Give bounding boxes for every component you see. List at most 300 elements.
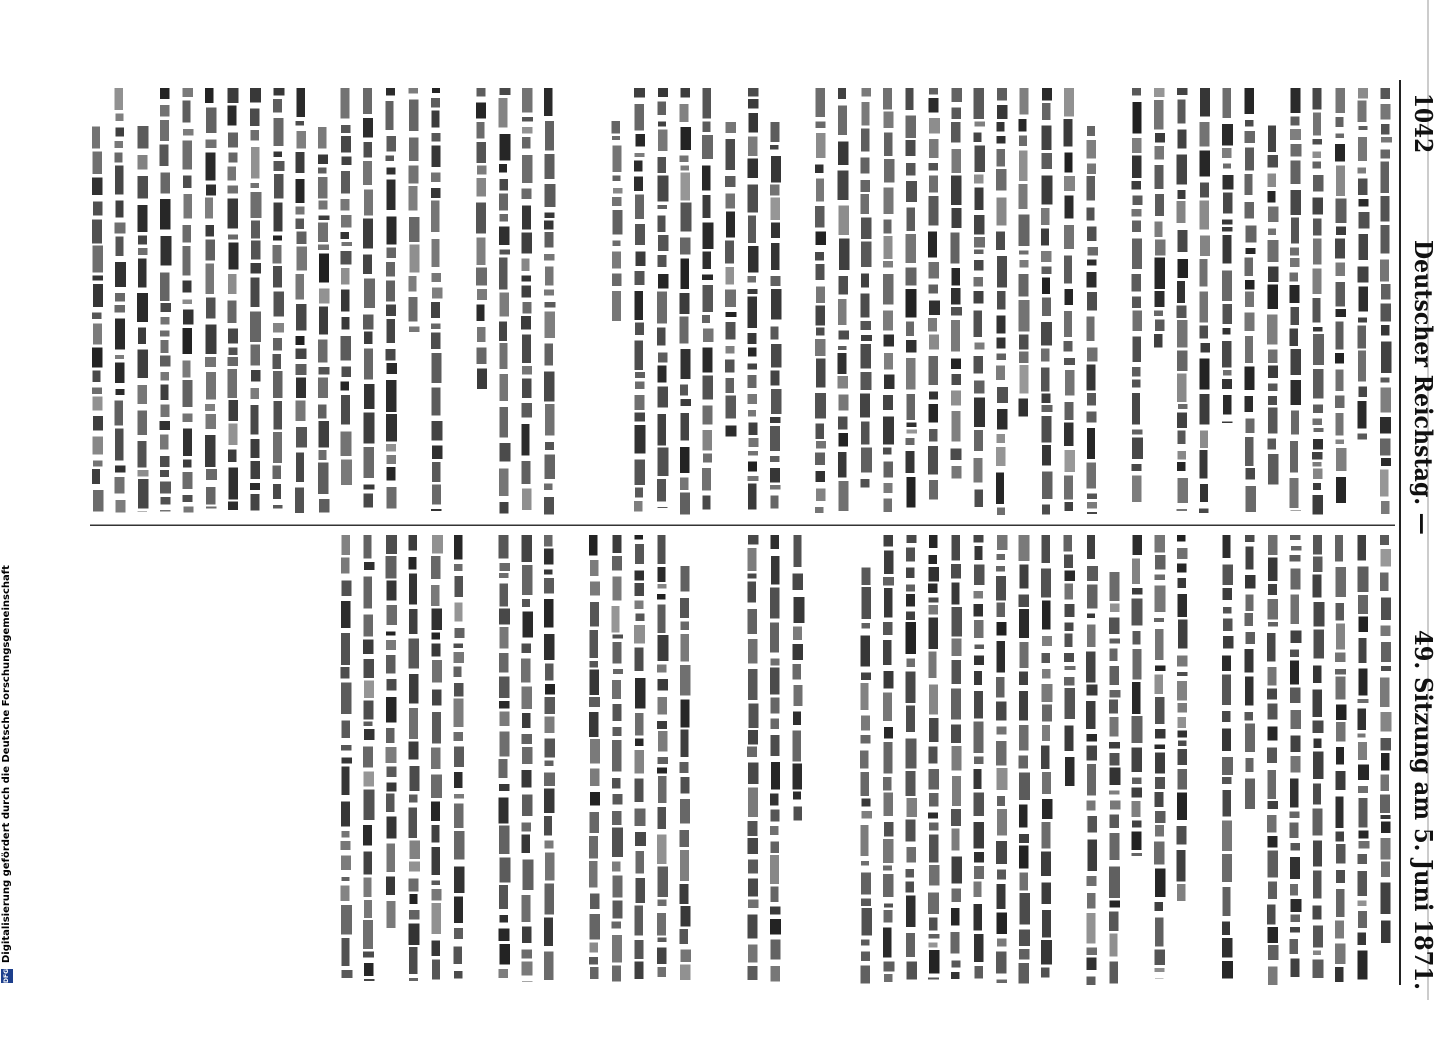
text-glyph-run bbox=[274, 203, 283, 232]
text-glyph-run bbox=[996, 472, 1004, 504]
text-glyph-run bbox=[228, 274, 236, 294]
text-glyph-run bbox=[1313, 739, 1321, 748]
text-glyph-run bbox=[273, 354, 281, 369]
text-glyph-run bbox=[1267, 836, 1277, 848]
text-glyph-run bbox=[1064, 88, 1074, 117]
text-glyph-run bbox=[929, 88, 938, 95]
text-glyph-run bbox=[974, 757, 983, 764]
text-glyph-run bbox=[770, 939, 780, 959]
text-glyph-run bbox=[906, 612, 915, 620]
text-glyph-run bbox=[1132, 209, 1142, 217]
text-glyph-run bbox=[861, 898, 871, 906]
text-glyph-run bbox=[1177, 681, 1187, 700]
text-glyph-run bbox=[115, 223, 126, 234]
text-glyph-run bbox=[1177, 451, 1186, 459]
paragraph bbox=[660, 540, 704, 940]
text-glyph-run bbox=[861, 448, 872, 473]
text-glyph-run bbox=[1042, 822, 1051, 849]
text-glyph-run bbox=[860, 772, 869, 796]
text-glyph-run bbox=[1178, 129, 1187, 148]
text-glyph-run bbox=[952, 889, 961, 902]
text-glyph-run bbox=[974, 237, 985, 248]
text-glyph-run bbox=[1042, 883, 1052, 904]
text-glyph-run bbox=[883, 865, 892, 870]
text-glyph-run bbox=[363, 142, 372, 158]
text-glyph-run bbox=[996, 554, 1005, 560]
text-glyph-run bbox=[138, 349, 148, 378]
text-glyph-run bbox=[906, 208, 915, 232]
text-glyph-run bbox=[883, 874, 894, 897]
text-glyph-run bbox=[340, 232, 349, 239]
text-glyph-run bbox=[1222, 148, 1232, 158]
text-glyph-run bbox=[160, 510, 171, 511]
text-glyph-run bbox=[1245, 291, 1254, 307]
text-glyph-run bbox=[206, 264, 214, 294]
text-glyph-run bbox=[1200, 343, 1210, 353]
text-glyph-run bbox=[1132, 476, 1141, 502]
text-glyph-run bbox=[1132, 716, 1143, 743]
text-glyph-run bbox=[1336, 747, 1344, 765]
text-glyph-run bbox=[1086, 411, 1096, 422]
text-glyph-run bbox=[974, 175, 984, 184]
text-glyph-run bbox=[115, 466, 126, 473]
text-glyph-run bbox=[974, 852, 984, 863]
text-glyph-run bbox=[1064, 358, 1075, 365]
text-glyph-run bbox=[860, 683, 868, 710]
text-glyph-run bbox=[115, 262, 126, 287]
text-glyph-run bbox=[319, 254, 329, 283]
text-glyph-run bbox=[884, 353, 893, 370]
text-glyph-run bbox=[906, 234, 916, 263]
text-glyph-run bbox=[815, 206, 824, 228]
text-glyph-run bbox=[906, 181, 917, 202]
text-glyph-run bbox=[1313, 162, 1321, 169]
text-glyph-run bbox=[1110, 901, 1120, 908]
text-glyph-run bbox=[1380, 104, 1390, 120]
text-glyph-run bbox=[883, 577, 894, 585]
text-glyph-run bbox=[1132, 801, 1141, 817]
text-glyph-run bbox=[883, 88, 892, 110]
text-glyph-run bbox=[770, 919, 781, 935]
text-glyph-run bbox=[1268, 667, 1277, 686]
text-glyph-run bbox=[1200, 359, 1210, 390]
text-glyph-run bbox=[1177, 884, 1186, 901]
text-glyph-run bbox=[206, 414, 216, 429]
text-glyph-run bbox=[1065, 289, 1074, 305]
text-glyph-run bbox=[793, 627, 802, 641]
text-glyph-run bbox=[1042, 601, 1051, 630]
text-glyph-run bbox=[1222, 220, 1233, 225]
text-glyph-run bbox=[1291, 144, 1302, 157]
text-glyph-run bbox=[1155, 165, 1164, 189]
text-glyph-run bbox=[928, 583, 937, 593]
text-glyph-run bbox=[1291, 899, 1302, 912]
text-glyph-run bbox=[792, 731, 801, 762]
text-glyph-run bbox=[1064, 341, 1073, 351]
text-glyph-run bbox=[883, 274, 893, 304]
text-glyph-run bbox=[1268, 155, 1279, 168]
text-glyph-run bbox=[1313, 239, 1322, 265]
text-glyph-run bbox=[1110, 603, 1120, 612]
text-glyph-run bbox=[116, 389, 125, 395]
text-glyph-run bbox=[363, 161, 372, 185]
text-glyph-run bbox=[1155, 629, 1164, 660]
text-glyph-run bbox=[861, 623, 870, 628]
text-glyph-run bbox=[1291, 380, 1301, 405]
text-glyph-run bbox=[1178, 594, 1187, 617]
text-glyph-run bbox=[1335, 797, 1343, 829]
text-glyph-run bbox=[364, 979, 374, 981]
text-glyph-run bbox=[929, 196, 939, 226]
text-glyph-run bbox=[1222, 656, 1231, 672]
text-glyph-run bbox=[138, 327, 146, 344]
text-glyph-run bbox=[319, 499, 330, 512]
text-glyph-run bbox=[1313, 404, 1323, 413]
text-glyph-run bbox=[1019, 834, 1029, 843]
text-glyph-run bbox=[952, 411, 961, 442]
text-glyph-run bbox=[1381, 549, 1391, 567]
text-glyph-run bbox=[929, 598, 939, 603]
text-glyph-run bbox=[1335, 944, 1345, 964]
text-glyph-run bbox=[1155, 320, 1164, 331]
text-glyph-run bbox=[1132, 379, 1141, 387]
text-glyph-run bbox=[1290, 958, 1299, 977]
text-glyph-run bbox=[1358, 101, 1367, 123]
text-glyph-run bbox=[273, 323, 284, 333]
text-glyph-run bbox=[114, 477, 124, 493]
text-glyph-run bbox=[1222, 711, 1231, 722]
text-glyph-run bbox=[341, 336, 351, 360]
text-glyph-run bbox=[1109, 742, 1120, 749]
text-glyph-run bbox=[1041, 940, 1052, 964]
text-glyph-run bbox=[884, 133, 893, 156]
text-glyph-run bbox=[1109, 666, 1119, 685]
text-glyph-run bbox=[1336, 870, 1345, 883]
text-glyph-run bbox=[341, 268, 349, 285]
text-glyph-run bbox=[928, 446, 938, 474]
text-glyph-run bbox=[974, 489, 982, 507]
text-glyph-run bbox=[906, 568, 915, 579]
text-glyph-run bbox=[1178, 431, 1186, 445]
text-glyph-run bbox=[792, 664, 801, 680]
text-glyph-run bbox=[815, 252, 824, 261]
text-glyph-run bbox=[251, 130, 259, 141]
text-glyph-run bbox=[1200, 394, 1210, 425]
text-glyph-run bbox=[1245, 547, 1253, 570]
text-glyph-run bbox=[1154, 258, 1165, 290]
text-glyph-run bbox=[1087, 876, 1097, 886]
text-glyph-run bbox=[1177, 462, 1186, 471]
text-glyph-run bbox=[1041, 852, 1051, 876]
text-glyph-run bbox=[860, 294, 869, 318]
text-glyph-run bbox=[1335, 133, 1344, 138]
text-glyph-run bbox=[1268, 967, 1277, 985]
text-glyph-run bbox=[1336, 262, 1346, 275]
text-glyph-run bbox=[364, 484, 375, 489]
text-glyph-run bbox=[1268, 396, 1277, 405]
text-glyph-run bbox=[1222, 729, 1231, 751]
text-glyph-run bbox=[815, 393, 826, 418]
text-glyph-run bbox=[137, 293, 148, 322]
text-glyph-run bbox=[1042, 684, 1053, 702]
text-glyph-run bbox=[1222, 854, 1232, 882]
text-glyph-run bbox=[1154, 291, 1164, 307]
text-glyph-run bbox=[183, 459, 192, 467]
text-glyph-run bbox=[1132, 156, 1142, 179]
text-glyph-run bbox=[973, 88, 984, 119]
text-glyph-run bbox=[928, 163, 938, 170]
text-glyph-run bbox=[952, 374, 961, 385]
text-glyph-run bbox=[1042, 725, 1050, 741]
text-glyph-run bbox=[1155, 917, 1163, 946]
text-glyph-run bbox=[770, 886, 778, 902]
text-glyph-run bbox=[771, 556, 780, 585]
text-glyph-run bbox=[1358, 179, 1368, 195]
text-glyph-run bbox=[951, 288, 961, 304]
text-glyph-run bbox=[929, 392, 938, 400]
text-glyph-run bbox=[1064, 725, 1073, 751]
text-glyph-run bbox=[951, 607, 962, 636]
text-glyph-run bbox=[997, 136, 1006, 143]
text-glyph-run bbox=[860, 194, 869, 214]
text-glyph-run bbox=[838, 331, 849, 340]
text-glyph-run bbox=[839, 481, 849, 511]
text-glyph-run bbox=[92, 312, 101, 319]
text-glyph-run bbox=[1313, 112, 1321, 135]
text-glyph-run bbox=[1132, 558, 1140, 584]
text-glyph-run bbox=[1268, 366, 1278, 378]
text-glyph-run bbox=[228, 501, 238, 510]
text-glyph-run bbox=[1245, 131, 1255, 143]
text-glyph-run bbox=[274, 174, 284, 198]
text-glyph-run bbox=[1313, 334, 1324, 365]
text-glyph-run bbox=[544, 88, 553, 116]
text-glyph-run bbox=[997, 726, 1007, 734]
text-glyph-run bbox=[1177, 564, 1186, 573]
text-glyph-run bbox=[1087, 839, 1097, 871]
text-glyph-run bbox=[1313, 139, 1323, 145]
text-glyph-run bbox=[1019, 119, 1027, 132]
text-glyph-run bbox=[1381, 325, 1389, 336]
text-glyph-run bbox=[951, 320, 960, 351]
text-glyph-run bbox=[997, 939, 1007, 947]
text-glyph-run bbox=[951, 307, 962, 315]
text-glyph-run bbox=[1086, 272, 1096, 288]
text-glyph-run bbox=[861, 218, 872, 239]
text-glyph-run bbox=[1019, 250, 1029, 254]
text-glyph-run bbox=[160, 88, 170, 99]
text-glyph-run bbox=[386, 88, 395, 96]
text-glyph-run bbox=[1313, 327, 1322, 332]
text-glyph-run bbox=[1245, 396, 1253, 412]
text-glyph-run bbox=[884, 220, 892, 234]
text-glyph-run bbox=[1222, 341, 1231, 367]
text-glyph-run bbox=[1064, 653, 1074, 662]
text-glyph-run bbox=[228, 329, 238, 344]
text-glyph-run bbox=[883, 311, 893, 331]
text-glyph-run bbox=[906, 847, 916, 862]
text-glyph-run bbox=[884, 483, 893, 493]
text-glyph-run bbox=[1178, 478, 1188, 503]
text-glyph-run bbox=[1380, 439, 1390, 456]
text-glyph-run bbox=[1042, 799, 1053, 819]
text-glyph-run bbox=[1358, 88, 1368, 98]
text-glyph-run bbox=[748, 113, 758, 132]
text-glyph-run bbox=[883, 640, 892, 665]
text-glyph-run bbox=[1313, 841, 1322, 867]
text-glyph-run bbox=[1290, 329, 1298, 347]
text-glyph-run bbox=[1245, 336, 1253, 363]
text-glyph-run bbox=[1291, 510, 1301, 511]
text-glyph-run bbox=[1381, 342, 1392, 373]
text-glyph-run bbox=[274, 88, 285, 96]
text-glyph-run bbox=[115, 165, 124, 194]
text-glyph-run bbox=[1042, 405, 1053, 412]
text-glyph-run bbox=[409, 99, 419, 131]
text-glyph-run bbox=[929, 480, 938, 499]
text-glyph-run bbox=[183, 175, 191, 188]
text-glyph-run bbox=[839, 239, 850, 271]
text-glyph-run bbox=[1381, 753, 1389, 771]
text-glyph-run bbox=[861, 716, 870, 731]
text-glyph-run bbox=[273, 484, 281, 499]
text-glyph-run bbox=[906, 88, 914, 110]
text-glyph-run bbox=[183, 194, 192, 219]
text-glyph-run bbox=[974, 122, 985, 127]
text-glyph-run bbox=[1313, 951, 1321, 956]
text-glyph-run bbox=[816, 328, 825, 336]
text-glyph-run bbox=[928, 318, 937, 331]
text-glyph-run bbox=[1268, 726, 1278, 740]
text-glyph-run bbox=[318, 155, 328, 164]
text-glyph-run bbox=[92, 348, 102, 368]
text-glyph-run bbox=[1019, 88, 1028, 114]
text-glyph-run bbox=[1109, 618, 1120, 635]
text-glyph-run bbox=[341, 136, 351, 152]
text-glyph-run bbox=[1178, 769, 1188, 789]
text-glyph-run bbox=[431, 98, 440, 108]
text-glyph-run bbox=[1064, 688, 1075, 719]
text-glyph-run bbox=[703, 88, 712, 119]
text-glyph-run bbox=[93, 490, 104, 511]
text-glyph-run bbox=[771, 842, 779, 853]
text-glyph-run bbox=[1313, 428, 1323, 432]
text-glyph-run bbox=[250, 312, 261, 342]
text-glyph-run bbox=[929, 567, 939, 581]
text-glyph-run bbox=[1335, 353, 1344, 364]
text-glyph-run bbox=[1087, 140, 1096, 158]
text-glyph-run bbox=[1381, 501, 1389, 514]
text-glyph-run bbox=[1268, 535, 1277, 555]
text-glyph-run bbox=[1132, 832, 1142, 851]
text-glyph-run bbox=[1087, 685, 1098, 696]
text-glyph-run bbox=[93, 324, 102, 345]
text-glyph-run bbox=[1358, 595, 1368, 614]
text-glyph-run bbox=[997, 256, 1007, 287]
text-glyph-run bbox=[1177, 826, 1187, 845]
text-glyph-run bbox=[1313, 751, 1324, 779]
text-glyph-run bbox=[929, 262, 940, 278]
text-glyph-run bbox=[205, 198, 213, 219]
text-glyph-run bbox=[1019, 352, 1028, 363]
text-glyph-run bbox=[771, 344, 781, 367]
text-glyph-run bbox=[1065, 604, 1075, 617]
text-glyph-run bbox=[861, 873, 871, 895]
text-glyph-run bbox=[771, 156, 781, 182]
text-glyph-run bbox=[1110, 753, 1120, 765]
text-glyph-run bbox=[341, 251, 352, 265]
text-glyph-run bbox=[1381, 815, 1391, 819]
text-glyph-run bbox=[770, 587, 779, 618]
text-glyph-run bbox=[1359, 831, 1369, 839]
text-glyph-run bbox=[1154, 100, 1164, 130]
text-glyph-run bbox=[861, 861, 869, 866]
text-glyph-run bbox=[1222, 887, 1230, 916]
text-glyph-run bbox=[1358, 266, 1369, 282]
text-glyph-run bbox=[1086, 652, 1095, 683]
text-glyph-run bbox=[770, 855, 779, 884]
text-glyph-run bbox=[1019, 135, 1027, 146]
text-glyph-run bbox=[251, 263, 261, 274]
text-glyph-run bbox=[1019, 725, 1028, 751]
text-glyph-run bbox=[1222, 124, 1233, 146]
text-glyph-run bbox=[1381, 861, 1390, 877]
text-glyph-run bbox=[658, 121, 666, 126]
text-glyph-run bbox=[251, 345, 260, 366]
text-glyph-run bbox=[160, 421, 170, 430]
text-glyph-run bbox=[1087, 746, 1097, 761]
text-glyph-run bbox=[973, 904, 982, 931]
text-glyph-run bbox=[974, 310, 983, 337]
text-glyph-run bbox=[1336, 624, 1345, 650]
text-glyph-run bbox=[1381, 838, 1391, 860]
text-glyph-run bbox=[951, 233, 960, 264]
text-glyph-run bbox=[228, 167, 236, 181]
text-glyph-run bbox=[907, 962, 917, 980]
text-glyph-run bbox=[274, 292, 284, 317]
text-glyph-run bbox=[861, 335, 872, 341]
text-glyph-run bbox=[1019, 642, 1028, 668]
text-glyph-run bbox=[138, 441, 147, 467]
text-glyph-run bbox=[1200, 182, 1209, 197]
text-glyph-run bbox=[1109, 700, 1118, 714]
text-glyph-run bbox=[1268, 882, 1277, 899]
text-glyph-run bbox=[1313, 483, 1321, 490]
text-glyph-run bbox=[296, 219, 305, 229]
text-glyph-run bbox=[1155, 194, 1164, 216]
text-glyph-run bbox=[161, 236, 172, 266]
text-glyph-run bbox=[1019, 949, 1030, 960]
text-glyph-run bbox=[816, 88, 825, 117]
text-glyph-run bbox=[1290, 555, 1301, 562]
text-glyph-run bbox=[1268, 850, 1279, 877]
text-glyph-run bbox=[1313, 666, 1322, 683]
text-glyph-run bbox=[1019, 756, 1028, 769]
text-glyph-run bbox=[1042, 88, 1052, 100]
text-glyph-run bbox=[929, 746, 938, 763]
text-glyph-run bbox=[1290, 441, 1298, 473]
text-glyph-run bbox=[93, 461, 102, 467]
text-glyph-run bbox=[273, 371, 283, 398]
text-glyph-run bbox=[951, 582, 959, 604]
text-glyph-run bbox=[296, 207, 305, 215]
text-glyph-run bbox=[1087, 801, 1096, 811]
text-glyph-run bbox=[1313, 151, 1321, 158]
text-glyph-run bbox=[1335, 652, 1346, 662]
text-glyph-run bbox=[1087, 317, 1095, 341]
text-glyph-run bbox=[1200, 88, 1210, 117]
text-glyph-run bbox=[1019, 184, 1028, 209]
